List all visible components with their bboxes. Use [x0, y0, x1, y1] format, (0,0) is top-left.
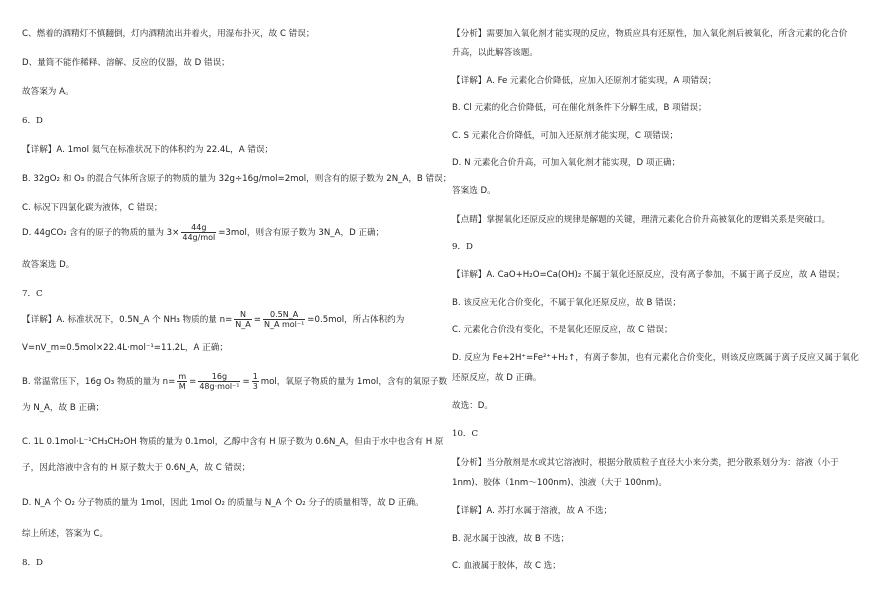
answer-line: 【分析】需要加入氧化剂才能实现的反应，物质应具有还原性，加入氧化剂后被氧化，所含元素的化合价: [452, 29, 848, 39]
answer-line: D. N 元素化合价升高，可加入氧化剂才能实现，D 项正确；: [452, 158, 681, 168]
answer-line: 故选：D。: [452, 401, 493, 411]
numerator: 16g: [198, 372, 240, 382]
numerator: 1: [252, 372, 258, 381]
answer-line: C. 元素化合价没有变化，不是氧化还原反应，故 C 错误；: [452, 325, 673, 335]
question-number: 10．C: [452, 429, 479, 439]
question-number: 8．D: [22, 558, 43, 568]
fraction: [198, 372, 240, 391]
answer-line: 子，因此溶液中含有的 H 原子数大于 0.6N_A，故 C 错误；: [22, 463, 251, 473]
answer-line: 答案选 D。: [452, 186, 496, 196]
answer-line: 【分析】当分散剂是水或其它溶液时，根据分散质粒子直径大小来分类，把分散系划分为：溶液（小于: [452, 458, 839, 468]
text-segment: D. 44gCO₂ 含有的原子的物质的量为 3×: [22, 228, 180, 238]
answer-line: C. 1L 0.1mol·L⁻¹CH₃CH₂OH 物质的量为 0.1mol，乙醇中含有 H 原子数为 0.6N_A，但由于水中也含有 H 原: [22, 437, 444, 447]
fraction: [263, 310, 305, 329]
answer-line: 升高，以此解答该题。: [452, 48, 538, 58]
answer-line: B. Cl 元素的化合价降低，可在催化剂条件下分解生成，B 项错误；: [452, 103, 707, 113]
denominator: 48g·mol⁻¹: [199, 382, 240, 391]
fraction: [181, 223, 216, 242]
answer-line: 【详解】A. Fe 元素化合价降低，应加入还原剂才能实现，A 项错误；: [452, 76, 717, 86]
answer-line: 1nm)、胶体（1nm～100nm)、浊液（大于 100nm)。: [452, 478, 667, 488]
answer-line: C. 标况下四氯化碳为液体，C 错误；: [22, 203, 163, 213]
answer-line: C. S 元素化合价降低，可加入还原剂才能实现，C 项错误；: [452, 131, 679, 141]
fraction: [234, 310, 251, 329]
question-number: 6．D: [22, 116, 43, 126]
answer-line: 【详解】A. 苏打水属于溶液，故 A 不选；: [452, 506, 613, 516]
answer-line: B. 该反应无化合价变化，不属于氧化还原反应，故 B 错误；: [452, 298, 681, 308]
text-segment: =0.5mol，所占体积约为: [307, 315, 405, 325]
denominator: 44g/mol: [182, 233, 216, 242]
answer-line: 【详解】A. 1mol 氦气在标准状况下的体积约为 22.4L，A 错误；: [22, 145, 274, 155]
text-segment: =3mol，则含有原子数为 3N_A，D 正确；: [218, 228, 385, 238]
question-number: 7．C: [22, 289, 43, 299]
answer-line: C、燃着的酒精灯不慎翻倒，灯内酒精流出并着火，用湿布扑灭，故 C 错误；: [22, 29, 315, 39]
numerator: N: [234, 310, 251, 320]
answer-line: D. 反应为 Fe+2H⁺=Fe²⁺+H₂↑，有离子参加，也有元素化合价变化，则该反应既属于离子反应又属于氧化: [452, 353, 859, 363]
numerator: 0.5N_A: [263, 310, 305, 320]
fraction: [252, 372, 259, 391]
answer-line: D、量筒不能作稀释、溶解、反应的仪器，故 D 错误；: [22, 58, 230, 68]
answer-line: 故答案为 A。: [22, 87, 74, 97]
text-segment: 【详解】A. 标准状况下，0.5N_A 个 NH₃ 物质的量 n=: [22, 315, 233, 325]
answer-line: 为 N_A，故 B 正确；: [22, 403, 105, 413]
question-number: 9．D: [452, 242, 473, 252]
answer-line-with-fraction: [22, 223, 384, 242]
denominator: N_A: [235, 320, 251, 329]
denominator: M: [178, 382, 186, 391]
text-segment: mol，氧原子物质的量为 1mol，含有的氧原子数: [260, 377, 448, 387]
answer-line: 【详解】A. CaO+H₂O=Ca(OH)₂ 不属于氧化还原反应，没有离子参加，不属于离子反应，故 A 错误；: [452, 270, 845, 280]
answer-line: 【点睛】掌握氧化还原反应的规律是解题的关键，理清元素化合价升高被氧化的逻辑关系是突破口。: [452, 215, 831, 225]
answer-line: 故答案选 D。: [22, 260, 75, 270]
numerator: m: [178, 372, 187, 381]
fraction: [177, 372, 187, 391]
numerator: 44g: [181, 223, 216, 233]
denominator: N_A mol⁻¹: [263, 320, 305, 329]
text-segment: B. 常温常压下，16g O₃ 物质的量为 n=: [22, 377, 176, 387]
answer-line-with-fraction: 【详解】A. 标准状况下，0.5N_A 个 NH₃ 物质的量 n= $\frac{N}{N\_A}$ = $\frac{0.5N\_A}{\text{N\_A mol⁻¹}}$ =0.5mol，所占体积约为: [22, 310, 405, 329]
answer-line: C. 血液属于胶体，故 C 选；: [452, 561, 561, 571]
answer-line: B. 32gO₂ 和 O₃ 的混合气体所含原子的物质的量为 32g÷16g/mol=2mol，则含有的原子数为 2N_A，B 错误；: [22, 174, 452, 184]
answer-line: V=nV_m=0.5mol×22.4L·mol⁻¹=11.2L，A 正确；: [22, 343, 228, 353]
denominator: 3: [252, 382, 258, 391]
answer-line: B. 泥水属于浊液，故 B 不选；: [452, 534, 570, 544]
answer-line: D. N_A 个 O₂ 分子物质的量为 1mol，因此 1mol O₂ 的质量与 N_A 个 O₂ 分子的质量相等，故 D 正确。: [22, 498, 424, 508]
answer-line: 综上所述，答案为 C。: [22, 529, 109, 539]
answer-line-with-fraction: B. 常温常压下，16g O₃ 物质的量为 n= $\frac{m}{M}$ = $\frac{16g}{\text{48g·mol⁻¹}}$ = $\frac{1}{3}$ mol，氧原子物质的量为 1mol，含有的氧原子数: [22, 372, 448, 391]
answer-line: 还原反应，故 D 正确。: [452, 373, 542, 383]
